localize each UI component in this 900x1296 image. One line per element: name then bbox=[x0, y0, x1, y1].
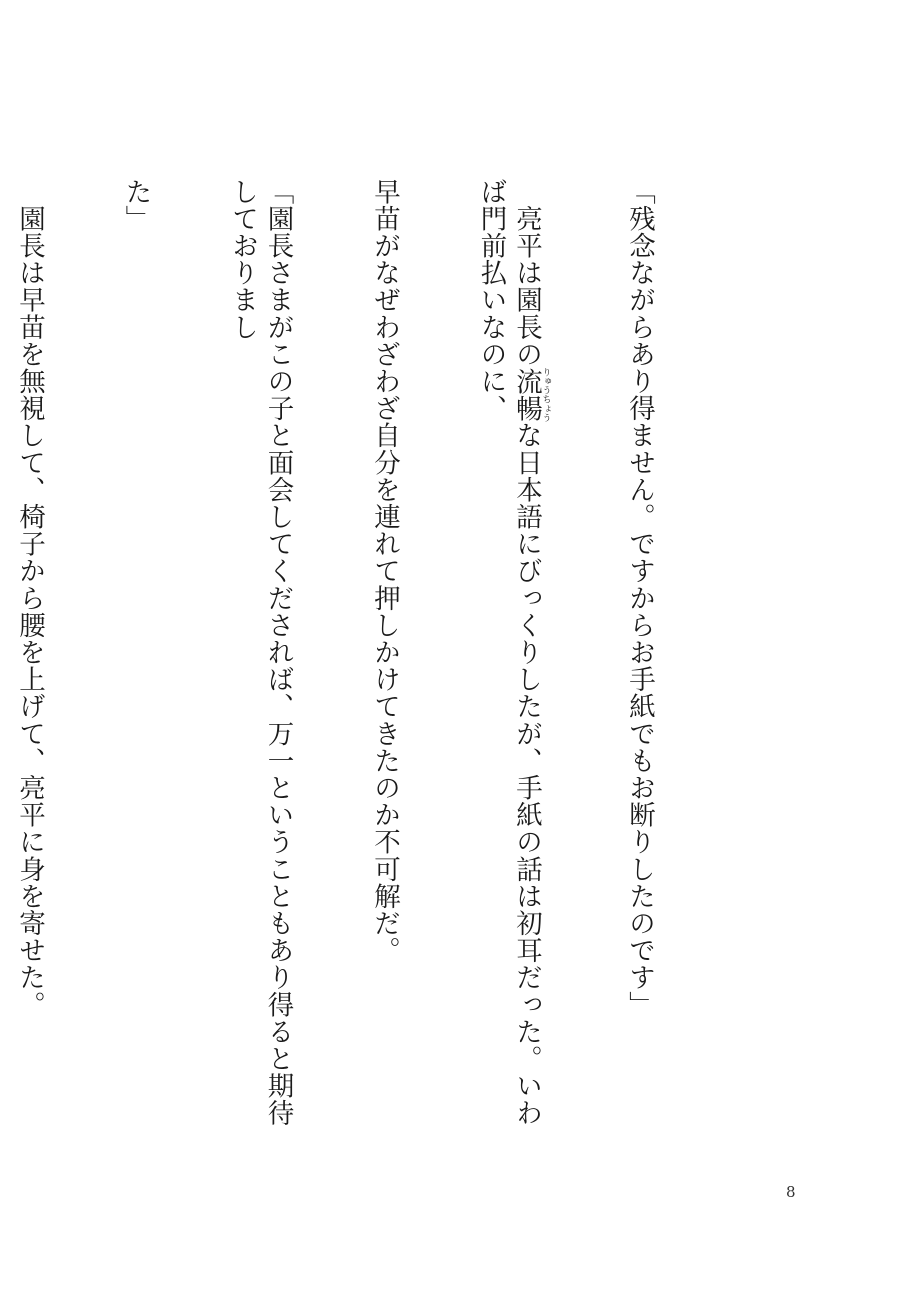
text-line: 亮平は園長の流暢りゅうちょうな日本語にびっくりしたが、手紙の話は初耳だった。いわば門前払いなのに、 bbox=[475, 178, 551, 1127]
text-line: 園長は早苗を無視して、椅子から腰を上げて、亮平に身を寄せた。 bbox=[14, 178, 45, 1019]
text-line: た」 bbox=[120, 178, 152, 233]
text-line: 「残念ながらあり得ません。ですからお手紙でもお断りしたのです」 bbox=[624, 178, 655, 1019]
vertical-text-body bbox=[0, 178, 728, 1150]
page-number: 8 bbox=[786, 1183, 796, 1201]
text-line: 早苗がなぜわざわざ自分を連れて押しかけてきたのか不可解だ。 bbox=[369, 178, 400, 964]
ruby-annotation: 流暢りゅうちょう bbox=[511, 367, 551, 422]
text-line: 「園長さまがこの子と面会してくだされば、万一ということもあり得ると期待しておりまし bbox=[227, 178, 294, 1127]
ruby-reading: りゅうちょう bbox=[540, 367, 551, 422]
